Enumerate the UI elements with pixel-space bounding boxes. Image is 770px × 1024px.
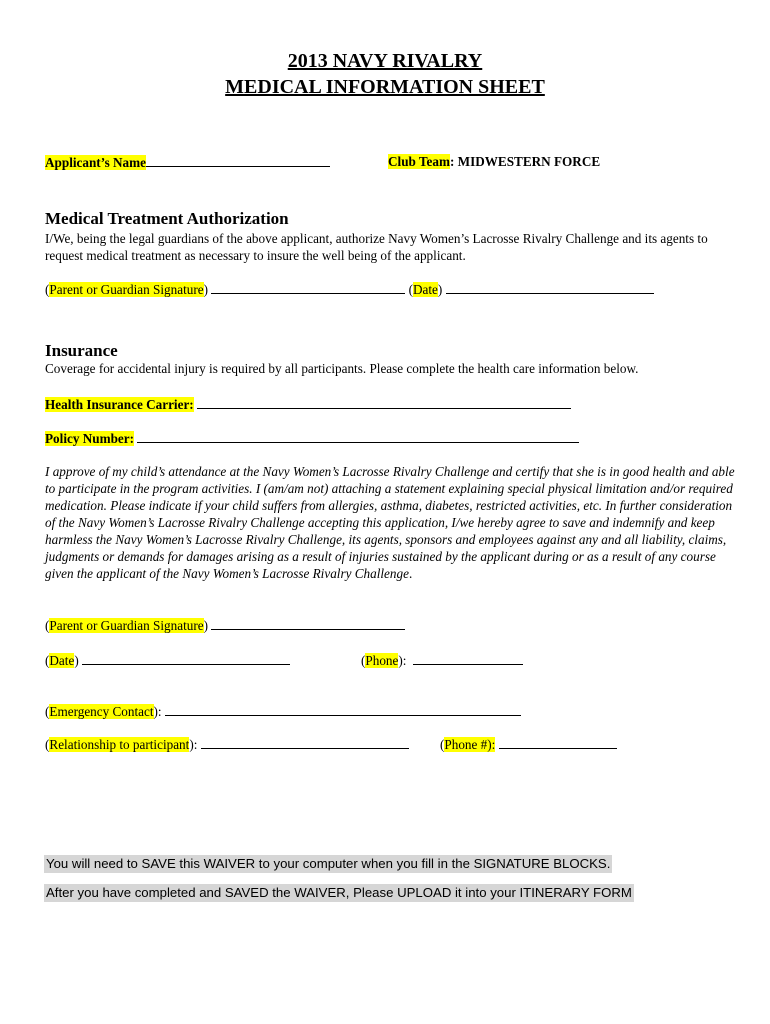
insurance-text: Coverage for accidental injury is required by all participants. Please complete the health care information below. — [45, 361, 639, 376]
title-line-1: 2013 NAVY RIVALRY — [287, 50, 483, 72]
authorization-signature-field[interactable] — [211, 281, 405, 294]
phone2-field[interactable] — [499, 736, 617, 749]
club-team-label: Club Team — [388, 154, 450, 169]
insurance-carrier-row — [45, 396, 571, 413]
signoff-phone-field[interactable] — [413, 652, 523, 665]
signoff-signature-row: (Parent or Guardian Signature) — [45, 617, 405, 634]
signoff-phone-row: (Phone): — [361, 652, 523, 669]
club-team-row — [388, 154, 600, 170]
authorization-heading: Medical Treatment Authorization — [45, 209, 289, 228]
signoff-date-row: (Date) — [45, 652, 290, 669]
title-line-2: MEDICAL INFORMATION SHEET — [225, 76, 545, 98]
club-team-value: MIDWESTERN FORCE — [457, 154, 601, 169]
signoff-signature-label: Parent or Guardian Signature — [49, 618, 204, 633]
applicant-name-label: Applicant’s Name — [45, 155, 146, 170]
authorization-date-field[interactable] — [446, 281, 654, 294]
emergency-contact-field[interactable] — [165, 703, 521, 716]
approval-text-end: . — [408, 566, 413, 581]
authorization-signature-label: Parent or Guardian Signature — [49, 282, 204, 297]
emergency-contact-row: (Emergency Contact): — [45, 703, 521, 720]
insurance-carrier-label: Health Insurance Carrier: — [45, 397, 194, 412]
signoff-signature-field[interactable] — [211, 617, 405, 630]
emergency-contact-label: Emergency Contact — [49, 704, 154, 719]
club-team-colon: : — [449, 154, 455, 169]
insurance-heading: Insurance — [45, 341, 118, 360]
save-notice: You will need to SAVE this WAIVER to your computer when you fill in the SIGNATURE BLOCKS. — [46, 856, 611, 871]
policy-number-label: Policy Number: — [45, 431, 134, 446]
upload-notice: After you have completed and SAVED the WAIVER, Please UPLOAD it into your ITINERARY FORM — [46, 885, 632, 900]
applicant-name-field[interactable] — [146, 154, 330, 167]
signoff-date-field[interactable] — [82, 652, 290, 665]
authorization-text: I/We, being the legal guardians of the above applicant, authorize Navy Women’s Lacrosse Rivalry Challenge and its agents to request medical treatment as necessary to insure the well being of the applicant. — [45, 231, 708, 263]
phone2-label: Phone #): — [444, 737, 496, 752]
authorization-date-label: Date — [413, 282, 438, 297]
insurance-carrier-field[interactable] — [197, 396, 571, 409]
signoff-phone-label: Phone — [365, 653, 399, 668]
phone2-row: (Phone #): — [440, 736, 617, 753]
policy-number-row — [45, 430, 579, 447]
approval-text-main: I approve of my child’s attendance at the Navy Women’s Lacrosse Rivalry Challenge and certify that she is in good health and able to participate in the program activities. I (am/am not) attaching a statement explaining special physical limitation and/or required medication. Please indicate if your child suffers from allergies, asthma, diabetes, restricted activities, etc. In further consideration of the Navy Women’s Lacrosse Rivalry Challenge accepting this application, I/we hereby agree to save and indemnify and keep harmless the Navy Women’s Lacrosse Rivalry Challenge, its agents, sponsors and employees against any and all liability, claims, judgments or demands for damages arising as a result of injuries sustained by the applicant during or as a result of any course given the applicant of the Navy Women’s Lacrosse Rivalry Challenge — [45, 464, 735, 581]
authorization-signature-row: (Parent or Guardian Signature) (Date) — [45, 281, 654, 298]
approval-text — [45, 463, 735, 582]
relationship-label: Relationship to participant — [49, 737, 190, 752]
relationship-field[interactable] — [201, 736, 409, 749]
policy-number-field[interactable] — [137, 430, 579, 443]
applicant-name-row — [45, 154, 330, 171]
relationship-row: (Relationship to participant): — [45, 736, 409, 753]
signoff-date-label: Date — [49, 653, 75, 668]
